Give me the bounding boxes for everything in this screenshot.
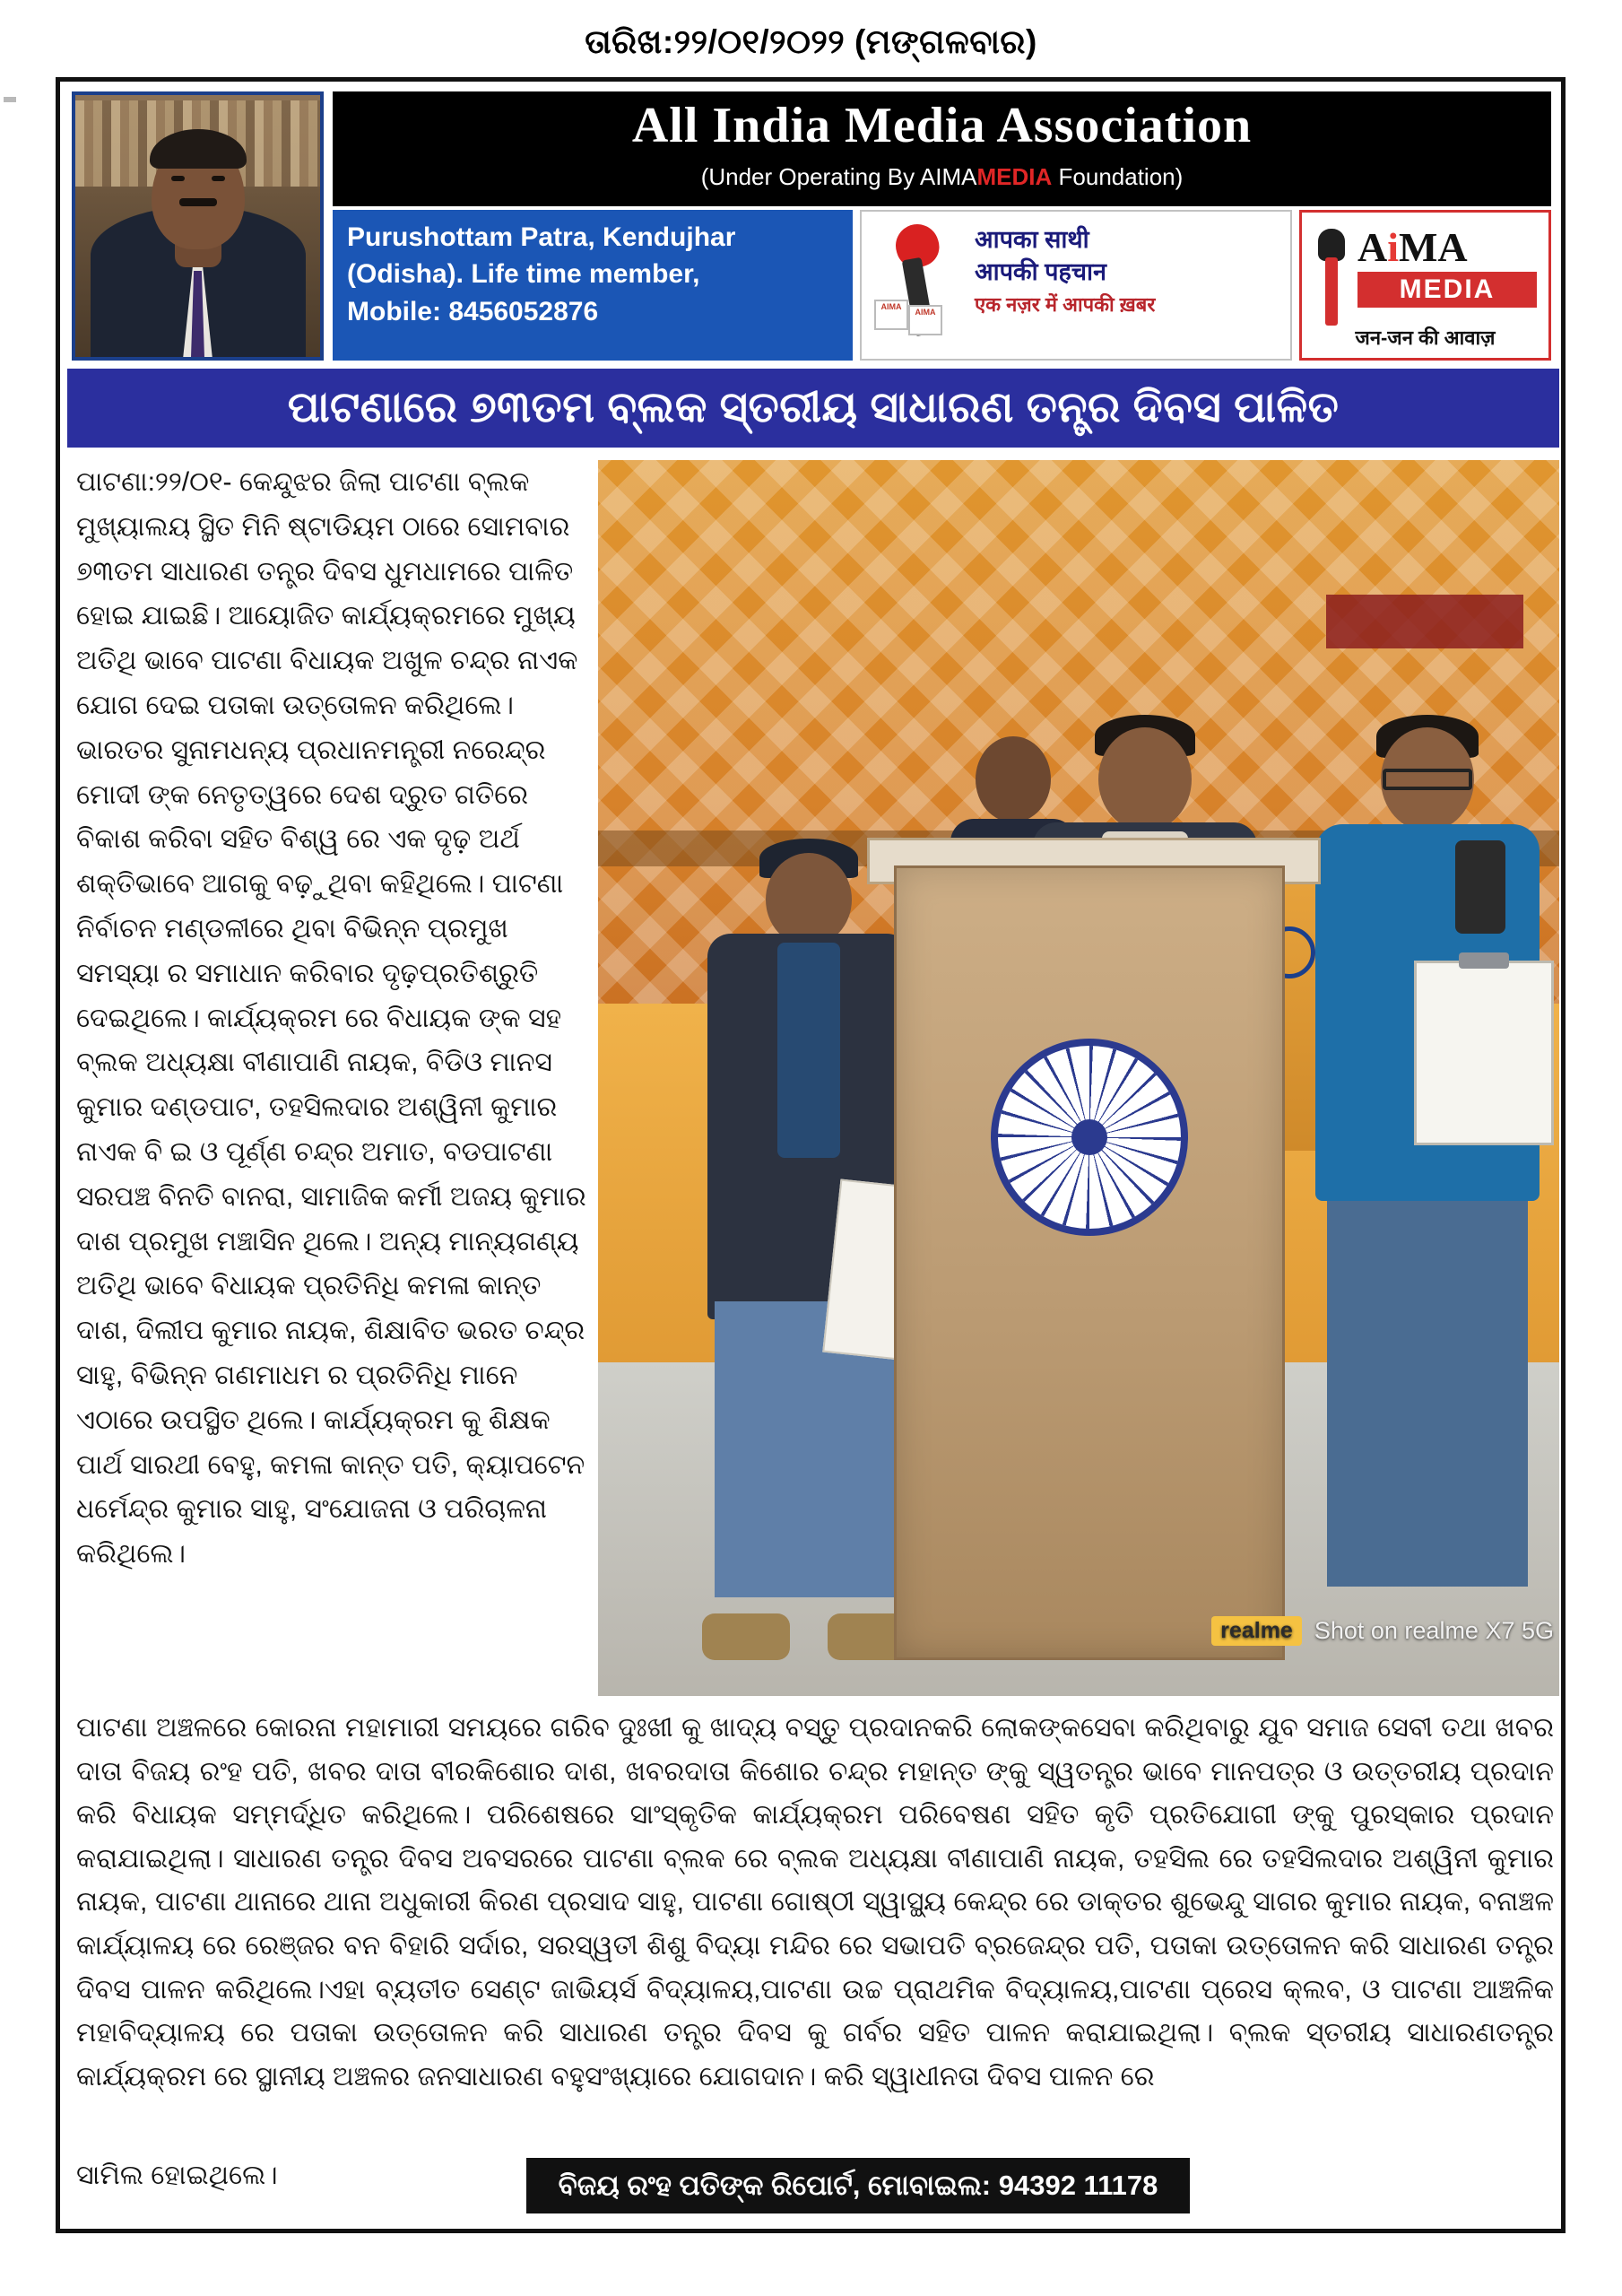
slogan-line-3: एक नज़र में आपकी ख़बर: [975, 293, 1156, 317]
watermark-text: Shot on realme X7 5G: [1314, 1617, 1554, 1644]
association-title: All India Media Association: [631, 98, 1253, 153]
date-line: ତାରିଖ:୨୨/୦୧/୨୦୨୨ (ମଙ୍ଗଳବାର): [585, 23, 1037, 60]
slogan-block: [860, 210, 1292, 361]
article-left-column: ପାଟଣା:୨୨/୦୧- କେନ୍ଦୁଝର ଜିଲା ପାଟଣା ବ୍ଲକ ମୁଖ୍ୟାଲୟ ସ୍ଥିତ ମିନି ଷ୍ଟାଡିୟମ ଠାରେ ସୋମବାର ୭୩ତମ ସାଧାରଣ ତନ୍ତ୍ର ଦିବସ ଧୁମଧାମରେ ପାଳିତ ହୋଇ ଯାଇଛି। ଆୟୋଜିତ କାର୍ଯ୍ୟକ୍ରମରେ ମୁଖ୍ୟ ଅତିଥି ଭାବେ ପାଟଣା ବିଧାୟକ ଅଖୁଳ ଚନ୍ଦ୍ର ନାଏକ ଯୋଗ ଦେଇ ପତାକା ଉତ୍ତୋଳନ କରିଥିଲେ। ଭାରତର ସୁନାମଧନ୍ୟ ପ୍ରଧାନମନ୍ତ୍ରୀ ନରେନ୍ଦ୍ର ମୋଦୀ ଙ୍କ ନେତୃତ୍ୱରେ ଦେଶ ଦ୍ରୁତ ଗତିରେ ବିକାଶ କରିବା ସହିତ ବିଶ୍ୱ ରେ ଏକ ଦୃଢ଼ ଅର୍ଥ ଶକ୍ତିଭାବେ ଆଗକୁ ବଢ଼ୁଥିବା କହିଥିଲେ। ପାଟଣା ନିର୍ବାଚନ ମଣ୍ଡଳୀରେ ଥିବା ବିଭିନ୍ନ ପ୍ରମୁଖ ସମସ୍ୟା ର ସମାଧାନ କରିବାର ଦୃଢ଼ପ୍ରତିଶ୍ରୁତି ଦେଇଥିଲେ। କାର୍ଯ୍ୟକ୍ରମ ରେ ବିଧାୟକ ଙ୍କ ସହ ବ୍ଲକ ଅଧ୍ୟକ୍ଷା ବୀଣାପାଣି ନାୟକ, ବିଡିଓ ମାନସ କୁମାର ଦଣ୍ଡପାଟ, ତହସିଲଦାର ଅଶ୍ୱିନୀ କୁମାର ନାଏକ ବି ଇ ଓ ପୂର୍ଣ୍ଣ ଚନ୍ଦ୍ର ଅମାତ, ବଡପାଟଣା ସରପଞ୍ଚ ବିନତି ବାନରା, ସାମାଜିକ କର୍ମୀ ଅଜୟ କୁମାର ଦାଶ ପ୍ରମୁଖ ମଞ୍ଚାସିନ ଥିଲେ। ଅନ୍ୟ ମାନ୍ୟଗଣ୍ୟ ଅତିଥି ଭାବେ ବିଧାୟକ ପ୍ରତିନିଧି କମଳା କାନ୍ତ ଦାଶ, ଦିଲୀପ କୁମାର ନାୟକ, ଶିକ୍ଷାବିତ ଭରତ ଚନ୍ଦ୍ର ସାହୁ, ବିଭିନ୍ନ ଗଣମାଧମ ର ପ୍ରତିନିଧି ମାନେ ଏଠାରେ ଉପସ୍ଥିତ ଥିଲେ। କାର୍ଯ୍ୟକ୍ରମ କୁ ଶିକ୍ଷକ ପାର୍ଥ ସାରଥୀ ବେହୁ, କମଳା କାନ୍ତ ପତି, କ୍ୟାପଟେନ ଧର୍ମେନ୍ଦ୍ର କୁମାର ସାହୁ, ସଂଯୋଜନା ଓ ପରିଚାଳନା କରିଥିଲେ।: [76, 467, 586, 1570]
association-banner: [333, 91, 1551, 206]
person-right: [1306, 665, 1548, 1660]
logo-mic-body: [1325, 257, 1338, 326]
photo-mustache: [179, 198, 217, 206]
masthead: [67, 89, 1559, 365]
logo-media-label: MEDIA: [1357, 272, 1537, 308]
person-shoe-left: [702, 1613, 790, 1660]
subtitle-part-1: (Under Operating By AIMA: [700, 163, 977, 190]
watermark-brand-tag: realme: [1211, 1616, 1302, 1646]
aima-media-logo: [1299, 210, 1551, 361]
logo-tagline: जन-जन की आवाज़: [1355, 326, 1496, 349]
photo-eye-right: [212, 176, 225, 181]
article-headline: ପାଟଣାରେ ୭୩ତମ ବ୍ଲକ ସ୍ତରୀୟ ସାଧାରଣ ତନ୍ତ୍ର ଦିବସ ପାଳିତ: [67, 369, 1559, 448]
chakra-hub: [1071, 1119, 1107, 1155]
podium: [894, 865, 1285, 1660]
article-last-line: ସାମିଲ ହୋଇଥିଲେ।: [76, 2161, 278, 2190]
slogan-text: [975, 224, 1285, 317]
reporter-credit-bar: ବିଜୟ ରଂହ ପତିଙ୍କ ରିପୋର୍ଟ, ମୋବାଇଲ: 94392 11178: [526, 2158, 1190, 2213]
subtitle-part-2: Foundation): [1052, 163, 1184, 190]
logo-brand-a: A: [1357, 224, 1388, 270]
person-legs: [1327, 1201, 1528, 1587]
clipboard-clip: [1459, 952, 1509, 969]
mic-flag-cube-2: AIMA: [908, 305, 942, 335]
person-head: [1098, 727, 1192, 831]
member-state-line: (Odisha). Life time member,: [347, 259, 700, 290]
photo-eye-left: [171, 176, 185, 181]
logo-brand-ma: MA: [1399, 224, 1468, 270]
subtitle-media-word: MEDIA: [976, 163, 1053, 190]
slogan-line-2: आपकी पहचान: [975, 257, 1106, 285]
mic-flag-cube-1: AIMA: [874, 300, 908, 330]
logo-brand-i: i: [1387, 224, 1400, 270]
clipping-frame: [56, 77, 1566, 2233]
person-left: [697, 799, 921, 1660]
association-subtitle: [333, 163, 1551, 191]
background-banner: [1326, 595, 1523, 648]
event-photograph: [598, 460, 1559, 1696]
clipboard-icon: [1414, 961, 1554, 1145]
person-head: [766, 853, 852, 946]
member-portrait-photo: [72, 91, 324, 361]
member-mobile-line: Mobile: 8456052876: [347, 296, 599, 326]
article-bottom-text: ପାଟଣା ଅଞ୍ଚଳରେ କୋରନା ମହାମାରୀ ସମୟରେ ଗରିବ ଦୁଃଖୀ କୁ ଖାଦ୍ୟ ବସ୍ତୁ ପ୍ରଦାନକରି ଲୋକଙ୍କସେବା କରିଥିବାରୁ ଯୁବ ସମାଜ ସେବୀ ତଥା ଖବର ଦାତା ବିଜୟ ରଂହ ପତି, ଖବର ଦାତା ବୀରକିଶୋର ଦାଶ, ଖବରଦାତା କିଶୋର ଚନ୍ଦ୍ର ମହାନ୍ତ ଙ୍କୁ ସ୍ୱତନ୍ତ୍ର ଭାବେ ମାନପତ୍ର ଓ ଉତ୍ତରୀୟ ପ୍ରଦାନ କରି ବିଧାୟକ ସମ୍ମର୍ଦ୍ଧିତ କରିଥିଲେ। ପରିଶେଷରେ ସାଂସ୍କୃତିକ କାର୍ଯ୍ୟକ୍ରମ ପରିବେଷଣ ସହିତ କୃତି ପ୍ରତିଯୋଗୀ ଙ୍କୁ ପୁରସ୍କାର ପ୍ରଦାନ କରାଯାଇଥିଲା। ସାଧାରଣ ତନ୍ତ୍ର ଦିବସ ଅବସରରେ ପାଟଣା ବ୍ଲକ ରେ ବ୍ଲକ ଅଧ୍ୟକ୍ଷା ବୀଣାପାଣି ନାୟକ, ତହସିଲ ରେ ତହସିଲଦାର ଅଶ୍ୱିନୀ କୁମାର ନାୟକ, ପାଟଣା ଥାନାରେ ଥାନା ଅଧୁକାରୀ କିରଣ ପ୍ରସାଦ ସାହୁ, ପାଟଣା ଗୋଷ୍ଠୀ ସ୍ୱାସ୍ଥ୍ୟ କେନ୍ଦ୍ର ରେ ଡାକ୍ତର ଶୁଭେନ୍ଦୁ ସାଗର କୁମାର ନାୟକ, ବନାଞ୍ଚଳ କାର୍ଯ୍ୟାଳୟ ରେ ରେଞ୍ଜର ବନ ବିହାରି ସର୍ଦାର, ସରସ୍ୱତୀ ଶିଶୁ ବିଦ୍ୟା ମନ୍ଦିର ରେ ସଭାପତି ବ୍ରଜେନ୍ଦ୍ର ପତି, ପତାକା ଉତ୍ତୋଳନ କରି ସାଧାରଣ ତନ୍ତ୍ର ଦିବସ ପାଳନ କରିଥିଲେ।ଏହା ବ୍ୟତୀତ ସେଣ୍ଟ ଜାଭିୟର୍ସ ବିଦ୍ୟାଳୟ,ପାଟଣା ଉଚ୍ଚ ପ୍ରାଥମିକ ବିଦ୍ୟାଳୟ,ପାଟଣା ପ୍ରେସ କ୍ଲବ, ଓ ପାଟଣା ଆଞ୍ଚଳିକ ମହାବିଦ୍ୟାଳୟ ରେ ପତାକା ଉତ୍ତୋଳନ କରି ସାଧାରଣ ତନ୍ତ୍ର ଦିବସ କୁ ଗର୍ବର ସହିତ ପାଳନ କରାଯାଇଥିଲା। ବ୍ଲକ ସ୍ତରୀୟ ସାଧାରଣତନ୍ତ୍ର କାର୍ଯ୍ୟକ୍ରମ ରେ ସ୍ଥାନୀୟ ଅଞ୍ଚଳର ଜନସାଧାରଣ ବହୁସଂଖ୍ୟାରେ ଯୋଗଦାନ। କରି ସ୍ୱାଧୀନତା ଦିବସ ପାଳନ ରେ: [76, 1713, 1554, 2092]
member-info-block: [333, 210, 853, 361]
photo-watermark: [1211, 1616, 1554, 1646]
logo-mic-icon: [1311, 229, 1352, 336]
slogan-line-1: आपका साथी: [975, 226, 1089, 253]
logo-brand-text: [1357, 223, 1468, 271]
mobile-phone-icon: [1455, 840, 1505, 934]
microphone-icon: [869, 222, 969, 350]
member-name-line: Purushottam Patra, Kendujhar: [347, 222, 736, 252]
glasses-icon: [1383, 769, 1472, 790]
person-shirt: [777, 943, 840, 1158]
ashoka-chakra-icon: [991, 1039, 1188, 1236]
edge-mark: [4, 97, 16, 102]
logo-mic-head: [1318, 229, 1345, 261]
